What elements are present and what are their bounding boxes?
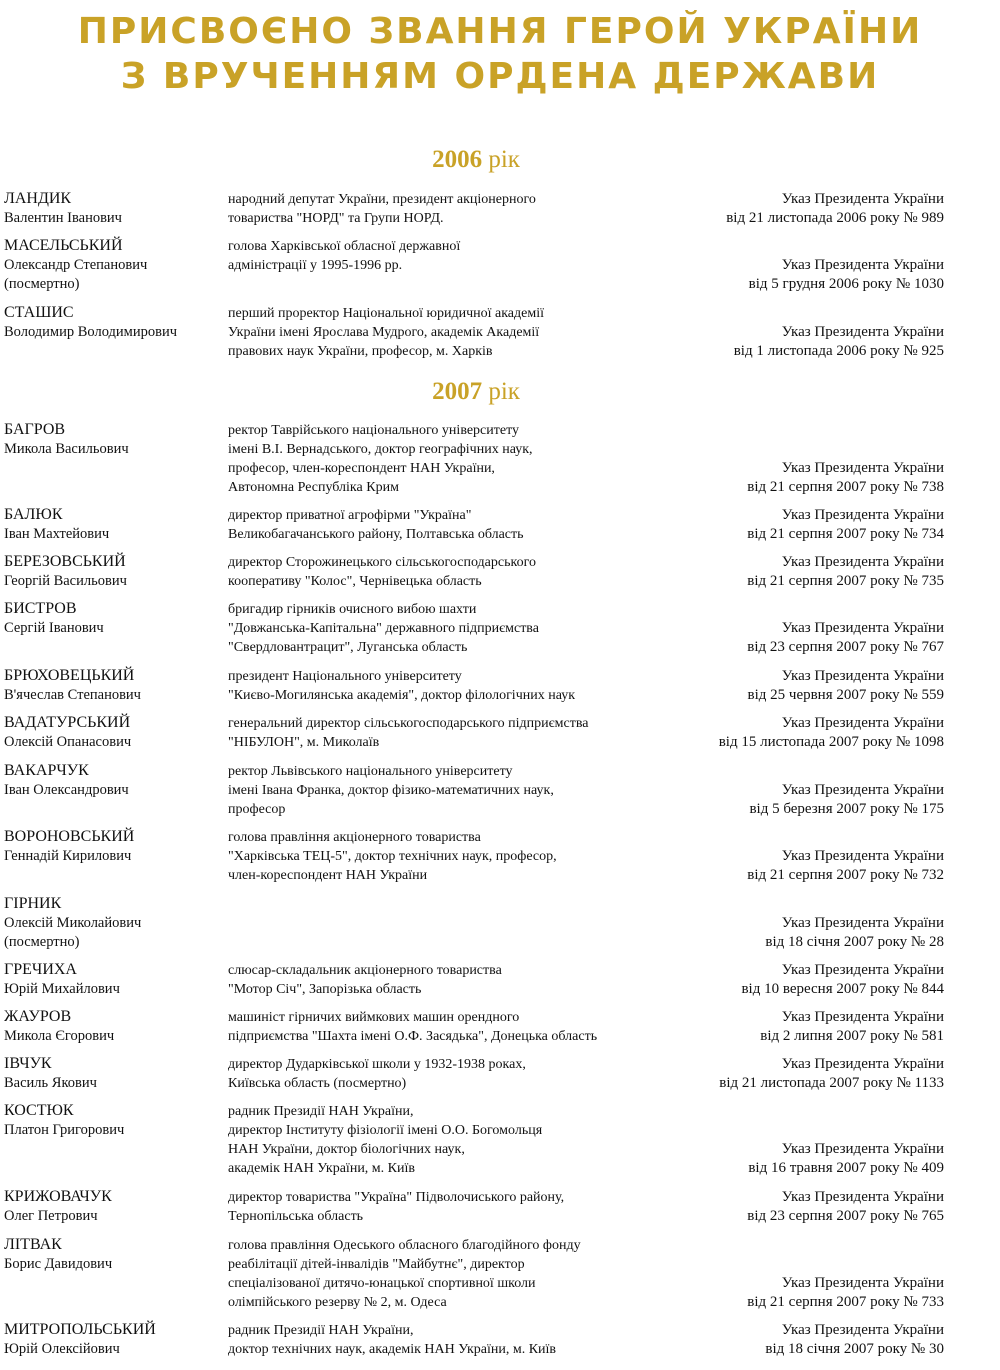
position-description: "Києво-Могилянська академія", доктор філологічних наук <box>228 688 576 703</box>
year-number: 2007 <box>432 378 483 405</box>
surname: МАСЕЛЬСЬКИЙ <box>4 237 123 254</box>
position-description: України імені Ярослава Мудрого, академік Академії <box>228 325 540 340</box>
position-description: кооперативу "Колос", Чернівецька область <box>228 574 482 589</box>
position-description: олімпійського резерву № 2, м. Одеса <box>228 1295 447 1310</box>
position-description: народний депутат України, президент акціонерного <box>228 192 536 207</box>
position-description: "Харківська ТЕЦ-5", доктор технічних наук, професор, <box>228 849 557 864</box>
decree-title: Указ Президента України <box>781 1141 944 1157</box>
year-heading <box>0 146 952 174</box>
decree-date-number: від 21 листопада 2007 року № 1133 <box>719 1075 944 1091</box>
position-description: радник Президії НАН України, <box>228 1104 414 1119</box>
given-names: Микола Єгорович <box>4 1028 115 1044</box>
decree-title: Указ Президента України <box>781 962 944 978</box>
given-names: Платон Григорович <box>4 1122 125 1138</box>
given-names: Георгій Васильович <box>4 573 127 589</box>
position-description: "Довжанська-Капітальна" державного підприємства <box>228 621 539 636</box>
position-description: голова правління акціонерного товариства <box>228 830 481 845</box>
given-names: Юрій Михайлович <box>4 981 120 997</box>
given-names: Микола Васильович <box>4 441 129 457</box>
decree-date-number: від 21 серпня 2007 року № 732 <box>747 867 944 883</box>
position-description: "Мотор Січ", Запорізька область <box>228 982 422 997</box>
surname: ЖАУРОВ <box>4 1008 72 1025</box>
position-description: імені В.І. Вернадського, доктор географічних наук, <box>228 442 533 457</box>
position-description: директор Сторожинецького сільськогосподарського <box>228 555 536 570</box>
position-description: професор, член-кореспондент НАН України, <box>228 461 495 476</box>
given-names: (посмертно) <box>4 934 80 950</box>
position-description: радник Президії НАН України, <box>228 1323 414 1338</box>
position-description: професор <box>228 802 286 817</box>
position-description: ректор Львівського національного університету <box>228 764 513 779</box>
position-description: Тернопільська область <box>228 1209 364 1224</box>
position-description: НАН України, доктор біологічних наук, <box>228 1142 465 1157</box>
given-names: Сергій Іванович <box>4 620 104 636</box>
position-description: перший проректор Національної юридичної академії <box>228 306 544 321</box>
surname: БИСТРОВ <box>4 600 77 617</box>
given-names: Олег Петрович <box>4 1208 98 1224</box>
decree-date-number: від 16 травня 2007 року № 409 <box>748 1160 944 1176</box>
decree-title: Указ Президента України <box>781 915 944 931</box>
given-names: Олексій Опанасович <box>4 734 132 750</box>
given-names: Іван Олександрович <box>4 782 129 798</box>
given-names: Олексій Миколайович <box>4 915 142 931</box>
decree-title: Указ Президента України <box>781 1275 944 1291</box>
decree-date-number: від 10 вересня 2007 року № 844 <box>741 981 944 997</box>
given-names: Володимир Володимирович <box>4 324 178 340</box>
decree-date-number: від 21 серпня 2007 року № 734 <box>747 526 944 542</box>
decree-title: Указ Президента України <box>781 191 944 207</box>
decree-title: Указ Президента України <box>781 257 944 273</box>
surname: ГІРНИК <box>4 895 62 912</box>
page-title-line-1: ПРИСВОЄНО ЗВАННЯ ГЕРОЙ УКРАЇНИ <box>77 11 923 52</box>
given-names: Олександр Степанович <box>4 257 148 273</box>
position-description: доктор технічних наук, академік НАН України, м. Київ <box>228 1342 557 1357</box>
given-names: Валентин Іванович <box>4 210 122 226</box>
surname: ГРЕЧИХА <box>4 961 77 978</box>
position-description: директор Дударківської школи у 1932-1938 роках, <box>228 1057 526 1072</box>
given-names: Іван Махтейович <box>4 526 110 542</box>
decree-date-number: від 21 серпня 2007 року № 733 <box>747 1294 944 1310</box>
year-number: 2006 <box>432 146 483 173</box>
given-names: Юрій Олексійович <box>4 1341 120 1357</box>
position-description: бригадир гірників очисного вибою шахти <box>228 602 477 617</box>
surname: СТАШИС <box>4 304 74 321</box>
decree-title: Указ Президента України <box>781 715 944 731</box>
decree-title: Указ Президента України <box>781 782 944 798</box>
decree-title: Указ Президента України <box>781 668 944 684</box>
decree-title: Указ Президента України <box>781 460 944 476</box>
position-description: голова правління Одеського обласного благодійного фонду <box>228 1238 581 1253</box>
decree-title: Указ Президента України <box>781 324 944 340</box>
given-names: В'ячеслав Степанович <box>4 687 141 703</box>
decree-title: Указ Президента України <box>781 1322 944 1338</box>
position-description: реабілітації дітей-інвалідів "Майбутнє", директор <box>228 1257 525 1272</box>
year-heading <box>0 378 952 406</box>
decree-date-number: від 15 листопада 2007 року № 1098 <box>718 734 944 750</box>
position-description: Великобагачанського району, Полтавська область <box>228 527 524 542</box>
given-names: Геннадій Кирилович <box>4 848 132 864</box>
decree-date-number: від 18 січня 2007 року № 30 <box>765 1341 944 1357</box>
decree-title: Указ Президента України <box>781 620 944 636</box>
surname: БЕРЕЗОВСЬКИЙ <box>4 553 126 570</box>
year-word: рік <box>482 378 520 405</box>
position-description: імені Івана Франка, доктор фізико-математичних наук, <box>228 783 554 798</box>
position-description: товариства "НОРД" та Групи НОРД. <box>228 211 444 226</box>
surname: ВАДАТУРСЬКИЙ <box>4 714 131 731</box>
decree-date-number: від 21 серпня 2007 року № 735 <box>747 573 944 589</box>
position-description: спеціалізованої дитячо-юнацької спортивної школи <box>228 1276 536 1291</box>
position-description: Автономна Республіка Крим <box>228 480 399 495</box>
decree-date-number: від 21 серпня 2007 року № 738 <box>747 479 944 495</box>
given-names: Борис Давидович <box>4 1256 113 1272</box>
decree-date-number: від 5 березня 2007 року № 175 <box>749 801 944 817</box>
decree-date-number: від 1 листопада 2006 року № 925 <box>733 343 944 359</box>
surname: ВОРОНОВСЬКИЙ <box>4 828 135 845</box>
position-description: академік НАН України, м. Київ <box>228 1161 415 1176</box>
decree-title: Указ Президента України <box>781 1189 944 1205</box>
position-description: директор товариства "Україна" Підволочиського району, <box>228 1190 565 1205</box>
position-description: член-кореспондент НАН України <box>228 868 428 883</box>
decree-title: Указ Президента України <box>781 1056 944 1072</box>
decree-date-number: від 5 грудня 2006 року № 1030 <box>748 276 944 292</box>
surname: КОСТЮК <box>4 1102 74 1119</box>
decree-date-number: від 18 січня 2007 року № 28 <box>765 934 944 950</box>
position-description: слюсар-складальник акціонерного товариства <box>228 963 502 978</box>
position-description: голова Харківської обласної державної <box>228 239 461 254</box>
decree-date-number: від 23 серпня 2007 року № 765 <box>747 1208 944 1224</box>
surname: МИТРОПОЛЬСЬКИЙ <box>4 1321 156 1338</box>
year-word: рік <box>482 146 520 173</box>
surname: ВАКАРЧУК <box>4 762 89 779</box>
position-description: директор Інституту фізіології імені О.О. Богомольця <box>228 1123 543 1138</box>
position-description: генеральний директор сільськогосподарського підприємства <box>228 716 589 731</box>
given-names: (посмертно) <box>4 276 80 292</box>
decree-title: Указ Президента України <box>781 848 944 864</box>
position-description: президент Національного університету <box>228 669 462 684</box>
position-description: ректор Таврійського національного університету <box>228 423 520 438</box>
position-description: "Свердловантрацит", Луганська область <box>228 640 468 655</box>
position-description: правових наук України, професор, м. Харків <box>228 344 493 359</box>
decree-title: Указ Президента України <box>781 1009 944 1025</box>
decree-title: Указ Президента України <box>781 554 944 570</box>
position-description: Київська область (посмертно) <box>228 1076 407 1091</box>
position-description: підприємства "Шахта імені О.Ф. Засядька", Донецька область <box>228 1029 598 1044</box>
surname: ЛІТВАК <box>4 1236 62 1253</box>
surname: ІВЧУК <box>4 1055 52 1072</box>
position-description: директор приватної агрофірми "Україна" <box>228 508 472 523</box>
page-title-line-2: З ВРУЧЕННЯМ ОРДЕНА ДЕРЖАВИ <box>120 56 880 97</box>
surname: БРЮХОВЕЦЬКИЙ <box>4 667 135 684</box>
surname: БАЛЮК <box>4 506 63 523</box>
surname: БАГРОВ <box>4 421 66 438</box>
decree-title: Указ Президента України <box>781 507 944 523</box>
decree-date-number: від 25 червня 2007 року № 559 <box>747 687 944 703</box>
given-names: Василь Якович <box>4 1075 97 1091</box>
decree-date-number: від 21 листопада 2006 року № 989 <box>726 210 944 226</box>
surname: КРИЖОВАЧУК <box>4 1188 112 1205</box>
position-description: "НІБУЛОН", м. Миколаїв <box>228 735 380 750</box>
decree-date-number: від 2 липня 2007 року № 581 <box>760 1028 944 1044</box>
surname: ЛАНДИК <box>4 190 72 207</box>
position-description: адміністрації у 1995-1996 рр. <box>228 258 403 273</box>
decree-date-number: від 23 серпня 2007 року № 767 <box>747 639 944 655</box>
position-description: машиніст гірничих виймкових машин орендного <box>228 1010 520 1025</box>
